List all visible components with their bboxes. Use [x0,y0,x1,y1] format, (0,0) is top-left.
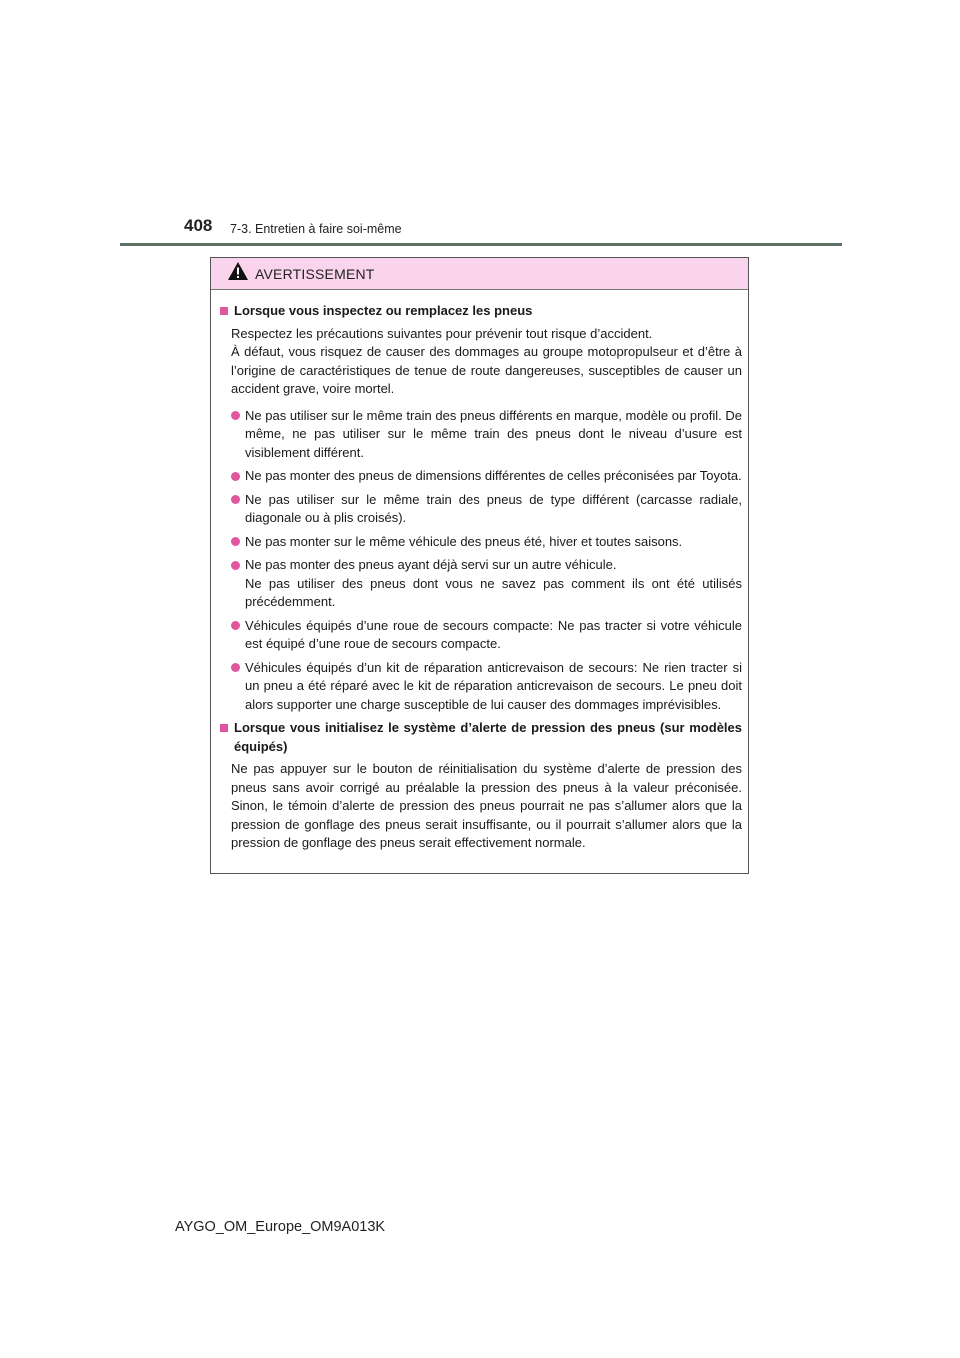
bullet-line: Véhicules équipés d’un kit de réparation anticrevaison de secours: Ne rien tracter si un pneu a été réparé avec le kit de réparation anticrevaison de secours. Le pneu doit alors supporter une charge susceptible de lui causer des dommages imprévisibles. [245,659,742,712]
subsection-heading [219,719,742,756]
round-bullet-icon [231,561,240,570]
bullet-item [231,491,742,528]
bullet-text [245,491,742,528]
document-code: AYGO_OM_Europe_OM9A013K [175,1219,386,1235]
bullet-text [245,659,742,715]
warning-header [211,258,748,290]
bullet-text [245,467,742,486]
bullet-item [231,407,742,463]
bullet-item [231,659,742,715]
section-title: 7-3. Entretien à faire soi-même [230,222,402,236]
bullet-line: Ne pas monter des pneus ayant déjà servi sur un autre véhicule. [245,557,617,572]
round-bullet-icon [231,411,240,420]
intro-line: Ne pas appuyer sur le bouton de réinitialisation du système d’alerte de pression des pneus sans avoir corrigé au préalable la pression des pneus à la valeur préconisée. Sinon, le témoin d’alerte de pression des pneus pourrait ne pas s’allumer alors que la pression de gonflage des pneus serait insuffisante, ou il pourrait s’allumer alors que la pression de gonflage des pneus serait effectivement normale. [231,761,742,850]
bullet-item [231,467,742,486]
round-bullet-icon [231,537,240,546]
bullet-line: Véhicules équipés d’une roue de secours compacte: Ne pas tracter si votre véhicule est équipé d’une roue de secours compacte. [245,617,742,651]
bullet-item [231,533,742,552]
round-bullet-icon [231,621,240,630]
bullet-line: Ne pas utiliser des pneus dont vous ne savez pas comment ils ont été utilisés précédemment. [245,575,742,609]
round-bullet-icon [231,495,240,504]
page-number: 408 [184,216,213,235]
bullet-list [231,407,742,715]
bullet-line: Ne pas utiliser sur le même train des pneus différents en marque, modèle ou profil. De même, ne pas utiliser sur le même train des pneus dont le niveau d’usure est visiblement différent. [245,407,742,460]
subsection-heading-text: Lorsque vous inspectez ou remplacez les pneus [234,303,533,318]
bullet-text [245,407,742,463]
warning-box [210,257,749,874]
round-bullet-icon [231,663,240,672]
square-bullet-icon [220,724,228,732]
intro-line: Respectez les précautions suivantes pour prévenir tout risque d’accident. [231,325,653,341]
bullet-line: Ne pas monter des pneus de dimensions différentes de celles préconisées par Toyota. [245,468,742,483]
warning-body [211,290,748,853]
header-rule [120,243,842,246]
square-bullet-icon [220,307,228,315]
bullet-item [231,556,742,612]
subsection-heading [219,302,742,321]
intro-line: À défaut, vous risquez de causer des dommages au groupe motopropulseur et d’être à l’origine de caractéristiques de tenue de route dangereuses, susceptibles de causer un accident grave, voire mortel. [231,344,742,396]
intro-paragraph [231,760,742,853]
bullet-line: Ne pas monter sur le même véhicule des pneus été, hiver et toutes saisons. [245,533,683,549]
warning-triangle-icon [227,261,255,286]
bullet-item [231,617,742,654]
subsection-heading-text: Lorsque vous initialisez le système d’alerte de pression des pneus (sur modèles équipés) [234,720,742,754]
bullet-text [245,556,742,612]
bullet-text [245,533,742,552]
intro-paragraph [231,325,742,399]
warning-title: AVERTISSEMENT [255,265,375,282]
round-bullet-icon [231,472,240,481]
bullet-line: Ne pas utiliser sur le même train des pneus de type différent (carcasse radiale, diagonale ou à plis croisés). [245,491,742,525]
bullet-text [245,617,742,654]
